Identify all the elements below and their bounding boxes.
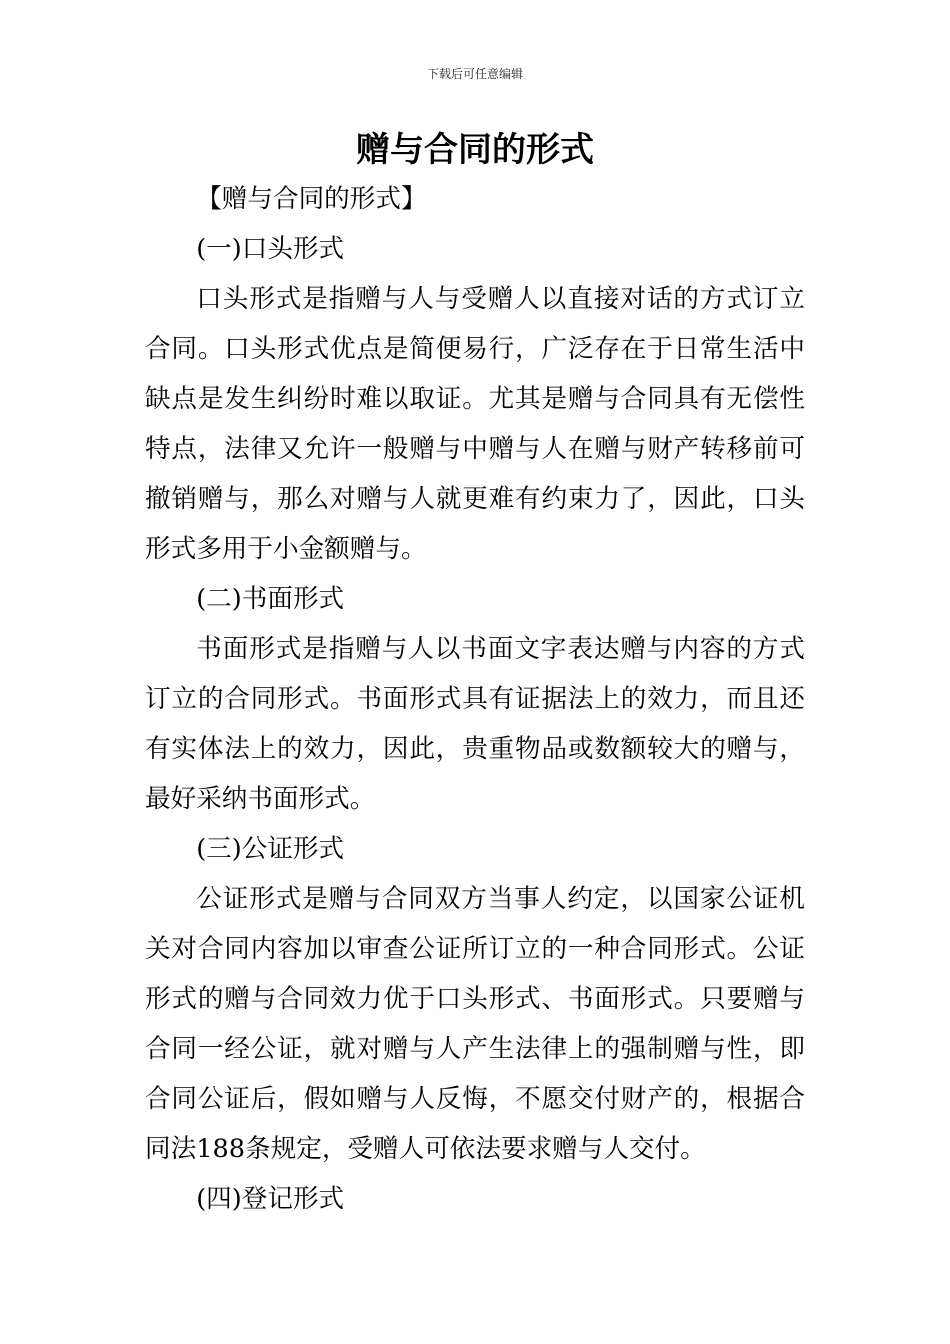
section-heading-registration: (四)登记形式 xyxy=(196,1184,345,1214)
section-heading-written: (二)书面形式 xyxy=(196,584,345,614)
section-heading-notarized: (三)公证形式 xyxy=(196,834,345,864)
paragraph-written-form: 书面形式是指赠与人以书面文字表达赠与内容的方式订立的合同形式。书面形式具有证据法上的效力，而且还有实体法上的效力，因此，贵重物品或数额较大的赠与，最好采纳书面形式。 xyxy=(145,634,805,814)
paragraph-notarized-form: 公证形式是赠与合同双方当事人约定，以国家公证机关对合同内容加以审查公证所订立的一种合同形式。公证形式的赠与合同效力优于口头形式、书面形式。只要赠与合同一经公证，就对赠与人产生法律上的强制赠与性，即合同公证后，假如赠与人反悔，不愿交付财产的，根据合同法188条规定，受赠人可依法要求赠与人交付。 xyxy=(145,884,805,1164)
section-heading-oral: (一)口头形式 xyxy=(196,234,345,264)
section-heading-main: 【赠与合同的形式】 xyxy=(196,184,427,214)
paragraph-oral-form: 口头形式是指赠与人与受赠人以直接对话的方式订立合同。口头形式优点是简便易行，广泛存在于日常生活中缺点是发生纠纷时难以取证。尤其是赠与合同具有无偿性特点，法律又允许一般赠与中赠与人在赠与财产转移前可撤销赠与，那么对赠与人就更难有约束力了，因此，口头形式多用于小金额赠与。 xyxy=(145,284,805,564)
document-title: 赠与合同的形式 xyxy=(356,130,594,170)
document-body xyxy=(145,174,805,1224)
page-header-note: 下载后可任意编辑 xyxy=(426,67,523,81)
